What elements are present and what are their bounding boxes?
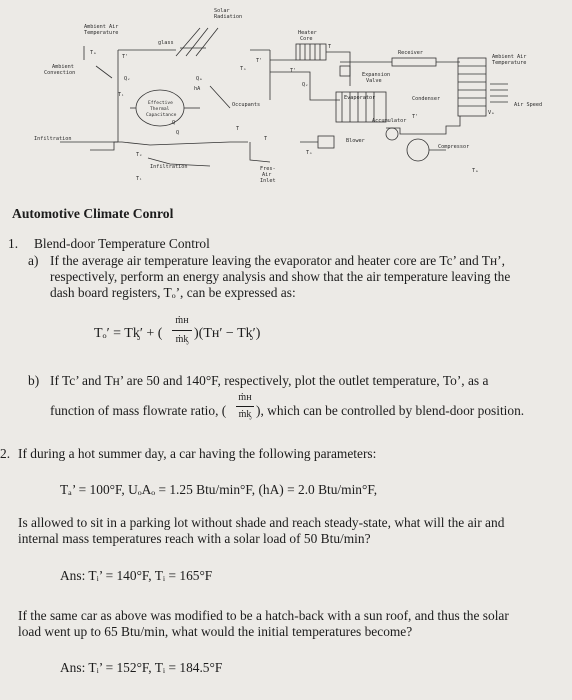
item2-followup-line-2: load went up to 65 Btu/min, what would the initial temperatures become? — [18, 624, 413, 639]
heater-core-label-1: Heater — [298, 30, 317, 36]
formula-rhs: )(Tʜ′ − Tᶄ′) — [194, 326, 261, 341]
page-title: Automotive Climate Conrol — [12, 206, 174, 221]
symbol-t-prime-4: T' — [412, 114, 419, 120]
fresh-air-label-2: Air — [262, 172, 272, 178]
ambient-temp-right-label-1: Ambient Air — [492, 54, 527, 60]
item2-question-line-2: internal mass temperatures reach with a solar load of 50 Btu/min? — [18, 531, 371, 546]
formula-lhs: Tₒ′ = Tᶄ′ + ( — [94, 326, 163, 341]
item2-answer-1: Ans: Tᵢ’ = 140°F, Tᵢ = 165°F — [60, 568, 213, 583]
item1b-label: b) — [28, 373, 40, 388]
item2-heading: If during a hot summer day, a car having the following parameters: — [18, 446, 377, 461]
thermal-capacitance-label-1: Effective — [148, 101, 173, 106]
heater-core-label-2: Core — [300, 36, 313, 42]
symbol-t: T — [328, 44, 332, 50]
symbol-t-2: T — [236, 126, 240, 132]
blower-label: Blower — [346, 138, 365, 144]
symbol-ta-2: Tₐ — [472, 168, 479, 174]
item1b-line-1: If Tc’ and Tʜ’ are 50 and 140°F, respectively, plot the outlet temperature, To’, as a — [50, 373, 489, 388]
item1b-frac-den: ṁᶄ — [238, 409, 252, 420]
item1b-line-2-pre: function of mass flowrate ratio, ( — [50, 403, 227, 418]
symbol-tx: Tₓ — [136, 152, 143, 158]
item1a-label: a) — [28, 253, 39, 268]
item1a-line-3: dash board registers, Tₒ’, can be expressed as: — [50, 285, 296, 300]
condenser-label: Condenser — [412, 96, 441, 102]
symbol-t-prime-3: T' — [290, 68, 297, 74]
ambient-convection-label-1: Ambient — [52, 64, 74, 70]
symbol-t-3: T — [264, 136, 268, 142]
symbol-qv: Qᵥ — [124, 76, 131, 82]
symbol-to: Tₒ — [240, 66, 247, 72]
air-speed-label: Air Speed — [514, 102, 543, 108]
symbol-t-prime-2: T' — [256, 58, 263, 64]
item1-number: 1. — [8, 236, 19, 251]
item2-answer-2: Ans: Tᵢ’ = 152°F, Tᵢ = 184.5°F — [60, 660, 223, 675]
item2-number: 2. — [0, 446, 11, 461]
fresh-air-label-3: Inlet — [260, 178, 276, 184]
item1b-frac-num: ṁʜ — [238, 392, 252, 403]
evaporator-label: Evaporator — [344, 95, 376, 101]
thermal-capacitance-label-3: Capacitance — [146, 113, 177, 118]
item1a-line-1: If the average air temperature leaving the evaporator and heater core are Tc’ and Tʜ’, — [50, 253, 505, 268]
symbol-to-2: Tₒ — [306, 150, 313, 156]
symbol-qv-2: Qᵥ — [302, 82, 309, 88]
expansion-valve-label-1: Expansion — [362, 72, 391, 78]
ambient-convection-label-2: Convection — [44, 70, 76, 76]
formula-frac-num: ṁʜ — [175, 315, 189, 326]
item2-params: Tₐ’ = 100°F, UₒAₒ = 1.25 Btu/min°F, (hA) = 2.0 Btu/min°F, — [60, 482, 378, 497]
item1b-line-2-post: ), which can be controlled by blend-door position. — [256, 403, 525, 418]
symbol-q-1: Q — [172, 120, 176, 126]
item2-question-line-1: Is allowed to sit in a parking lot without shade and reach steady-state, what will the air and — [18, 515, 505, 530]
item1-heading: Blend-door Temperature Control — [34, 236, 210, 251]
thermal-capacitance-label-2: Thermal — [150, 107, 170, 112]
formula-frac-den: ṁᶄ — [175, 334, 189, 345]
glass-label: glass — [158, 40, 174, 46]
ambient-temp-left-label-1: Ambient Air — [84, 24, 119, 30]
symbol-ti-2: Tᵢ — [136, 176, 143, 182]
symbol-t-prime-1: T' — [122, 54, 129, 60]
item2-followup-line-1: If the same car as above was modified to be a hatch-back with a sun roof, and thus the solar — [18, 608, 509, 623]
symbol-ta: Tₐ — [90, 50, 97, 56]
solar-label-1: Solar — [214, 8, 230, 14]
occupants-label: Occupants — [232, 102, 261, 108]
receiver-label: Receiver — [398, 50, 423, 56]
ha-label: hA — [194, 86, 201, 92]
formula-frac-line — [172, 330, 192, 331]
item1a-line-2: respectively, perform an energy analysis and show that the air temperature leaving the — [50, 269, 511, 284]
symbol-qa: Qₐ — [196, 76, 203, 82]
ambient-temp-left-label-2: Temperature — [84, 30, 119, 36]
compressor-label: Compressor — [438, 144, 470, 150]
expansion-valve-label-2: Valve — [366, 78, 382, 84]
solar-label-2: Radiation — [214, 14, 243, 20]
symbol-ti: Tᵢ — [118, 92, 125, 98]
symbol-va: Vₐ — [488, 110, 495, 116]
infiltration-bottom-label: Infiltration — [150, 164, 188, 170]
symbol-q-2: Q — [176, 130, 180, 136]
accumulator-label: Accumulator — [372, 118, 407, 124]
ambient-temp-right-label-2: Temperature — [492, 60, 527, 66]
fresh-air-label-1: Fres- — [260, 166, 276, 172]
infiltration-left-label: Infiltration — [34, 136, 72, 142]
item1b-frac-line — [236, 406, 254, 407]
